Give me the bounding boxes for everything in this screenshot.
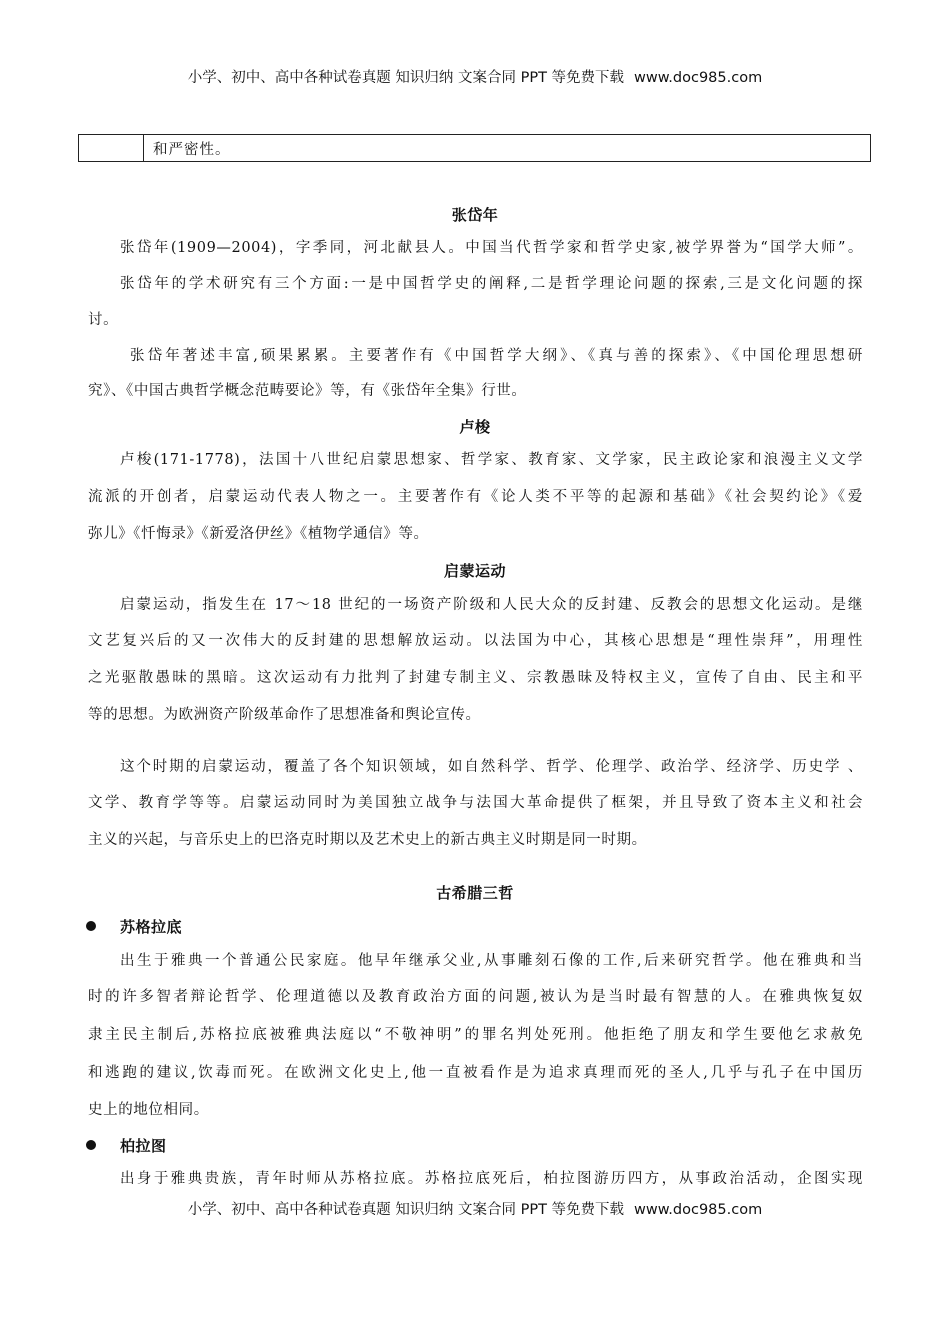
paragraph-line: 流派的开创者，启蒙运动代表人物之一。主要著作有《论人类不平等的起源和基础》《社会契约论》《爱: [88, 489, 863, 505]
paragraph-line: 等的思想。为欧洲资产阶级革命作了思想准备和舆论宣传。: [88, 707, 481, 723]
bullet-icon: [86, 1140, 96, 1150]
footer-text: 小学、初中、高中各种试卷真题 知识归纳 文案合同 PPT 等免费下载: [187, 1202, 625, 1218]
page-header: [0, 66, 950, 87]
paragraph-line: 之光驱散愚昧的黑暗。这次运动有力批判了封建专制主义、宗教愚昧及特权主义，宣传了自由、民主和平: [88, 670, 863, 686]
paragraph-line: 弥儿》《忏悔录》《新爱洛伊丝》《植物学通信》等。: [88, 526, 429, 542]
paragraph-line: 张岱年著述丰富,硕果累累。主要著作有《中国哲学大纲》、《真与善的探索》、《中国伦理思想研: [130, 348, 863, 364]
subheading-plato: 柏拉图: [120, 1137, 167, 1155]
table-cell-text: 和严密性。: [153, 142, 231, 158]
paragraph-line: 讨。: [88, 312, 119, 328]
paragraph-line: 这个时期的启蒙运动，覆盖了各个知识领域，如自然科学、哲学、伦理学、政治学、经济学、历史学 、: [120, 759, 863, 775]
paragraph-line: 文艺复兴后的又一次伟大的反封建的思想解放运动。以法国为中心，其核心思想是“理性崇拜”，用理性: [88, 633, 863, 649]
section-title-lusuo: 卢梭: [459, 418, 491, 436]
table-cell-empty: [79, 135, 144, 161]
page-footer: [0, 1198, 950, 1219]
table-fragment: [78, 134, 871, 162]
header-text: 小学、初中、高中各种试卷真题 知识归纳 文案合同 PPT 等免费下载: [187, 70, 625, 86]
footer-url[interactable]: www.doc985.com: [634, 1202, 763, 1218]
section-title-zhang: 张岱年: [451, 206, 499, 224]
paragraph-line: 张岱年(1909—2004)，字季同，河北献县人。中国当代哲学家和哲学史家,被学界誉为“国学大师”。: [120, 240, 863, 256]
paragraph-line: 隶主民主制后,苏格拉底被雅典法庭以“不敬神明”的罪名判处死刑。他拒绝了朋友和学生要他乞求赦免: [88, 1027, 863, 1043]
paragraph-line: 出生于雅典一个普通公民家庭。他早年继承父业,从事雕刻石像的工作,后来研究哲学。他在雅典和当: [120, 953, 863, 969]
paragraph-line: 和逃跑的建议,饮毒而死。在欧洲文化史上,他一直被看作是为追求真理而死的圣人,几乎与孔子在中国历: [88, 1065, 863, 1081]
paragraph-line: 启蒙运动，指发生在 17～18 世纪的一场资产阶级和人民大众的反封建、反教会的思想文化运动。是继: [120, 597, 863, 613]
paragraph-line: 史上的地位相同。: [88, 1102, 209, 1118]
paragraph-line: 究》、《中国古典哲学概念范畴要论》等，有《张岱年全集》行世。: [88, 383, 527, 399]
section-title-greek: 古希腊三哲: [436, 884, 514, 902]
paragraph-line: 出身于雅典贵族，青年时师从苏格拉底。苏格拉底死后，柏拉图游历四方，从事政治活动，企图实现: [120, 1171, 863, 1187]
paragraph-line: 主义的兴起，与音乐史上的巴洛克时期以及艺术史上的新古典主义时期是同一时期。: [88, 832, 647, 848]
paragraph-line: 卢梭(171-1778)，法国十八世纪启蒙思想家、哲学家、教育家、文学家，民主政论家和浪漫主义文学: [120, 452, 863, 468]
subheading-socrates: 苏格拉底: [120, 918, 183, 936]
bullet-icon: [86, 921, 96, 931]
paragraph-line: 张岱年的学术研究有三个方面:一是中国哲学史的阐释,二是哲学理论问题的探索,三是文化问题的探: [120, 276, 863, 292]
header-url[interactable]: www.doc985.com: [634, 70, 763, 86]
paragraph-line: 时的许多智者辩论哲学、伦理道德以及教育政治方面的问题,被认为是当时最有智慧的人。在雅典恢复奴: [88, 989, 863, 1005]
paragraph-line: 文学、教育学等等。启蒙运动同时为美国独立战争与法国大革命提供了框架，并且导致了资本主义和社会: [88, 795, 863, 811]
section-title-qimeng: 启蒙运动: [443, 562, 506, 580]
